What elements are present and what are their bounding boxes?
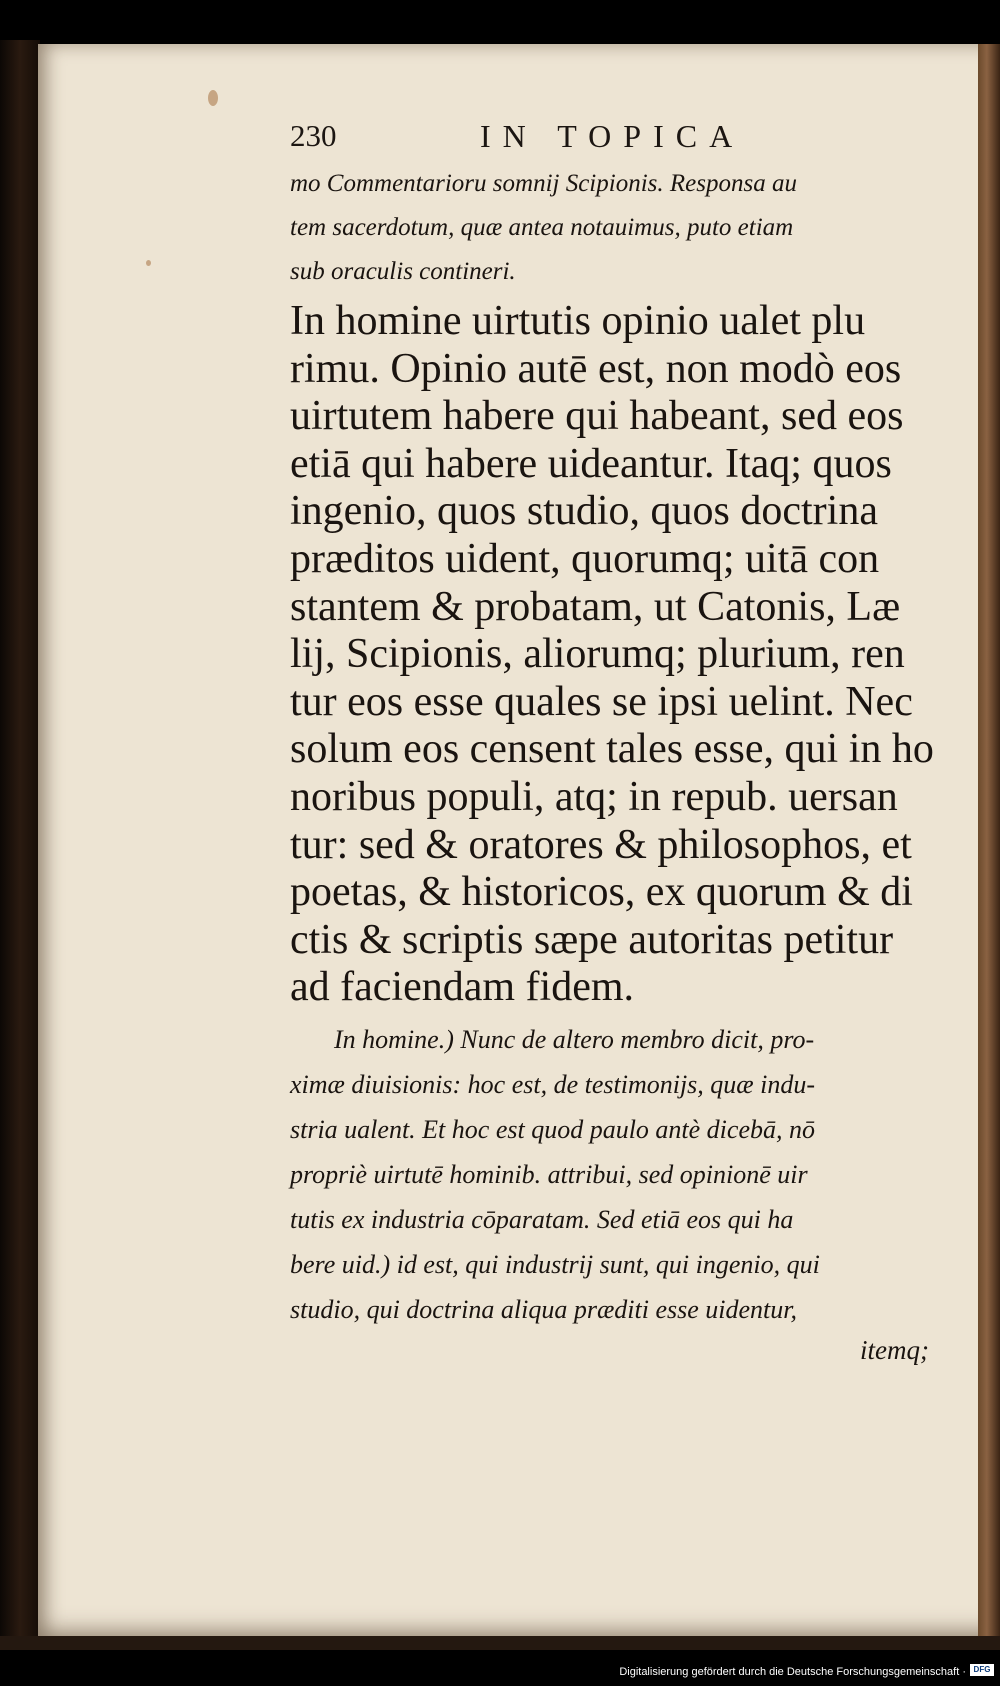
text-line: ctis & scriptis sæpe autoritas petitur bbox=[290, 916, 894, 963]
page-edge bbox=[978, 44, 1000, 1638]
commentary-line: bere uid.) id est, qui industrij sunt, qui ingenio, qui bbox=[290, 1250, 820, 1279]
commentary-line: ximæ diuisionis: hoc est, de testimonijs, quæ indu- bbox=[290, 1070, 816, 1099]
commentary-line: In homine.) Nunc de altero membro dicit, pro- bbox=[334, 1025, 815, 1054]
text-line: ad faciendam fidem. bbox=[290, 964, 634, 1011]
book-bottom-edge bbox=[0, 1636, 1000, 1650]
page-header bbox=[290, 118, 760, 158]
main-text bbox=[290, 298, 940, 1012]
note-line: sub oraculis contineri. bbox=[290, 258, 516, 285]
note-line: mo Commentarioru somnij Scipionis. Responsa au bbox=[290, 170, 797, 197]
dfg-logo: DFG bbox=[970, 1664, 994, 1676]
commentary-line: studio, qui doctrina aliqua præditi esse uidentur, bbox=[290, 1295, 798, 1324]
commentary-line: tutis ex industria cōparatam. Sed etiā eos qui ha bbox=[290, 1205, 794, 1234]
text-line: præditos uident, quorumq; uitā con bbox=[290, 535, 880, 582]
commentary-line: stria ualent. Et hoc est quod paulo antè dicebā, nō bbox=[290, 1115, 815, 1144]
text-line: lij, Scipionis, aliorumq; plurium, ren bbox=[290, 631, 905, 678]
text-line: etiā qui habere uideantur. Itaq; quos bbox=[290, 440, 892, 487]
footer bbox=[0, 1658, 1000, 1686]
text-line: poetas, & historicos, ex quorum & di bbox=[290, 869, 913, 916]
commentary-note-top bbox=[290, 162, 940, 294]
text-line: uirtutem habere qui habeant, sed eos bbox=[290, 393, 904, 440]
text-line: stantem & probatam, ut Catonis, Læ bbox=[290, 583, 901, 630]
book-spine bbox=[0, 40, 40, 1640]
catchword: itemq; bbox=[860, 1335, 929, 1365]
text-line: tur eos esse quales se ipsi uelint. Nec bbox=[290, 678, 913, 725]
commentary-line: propriè uirtutē hominib. attribui, sed opinionē uir bbox=[290, 1160, 808, 1189]
text-line: rimu. Opinio autē est, non modò eos bbox=[290, 345, 902, 392]
page-number: 230 bbox=[290, 118, 337, 153]
paper-stain bbox=[146, 260, 151, 266]
commentary bbox=[290, 1017, 940, 1332]
running-title: IN TOPICA bbox=[480, 118, 745, 154]
text-line: tur: sed & oratores & philosophos, et bbox=[290, 821, 912, 868]
text-line: solum eos censent tales esse, qui in ho bbox=[290, 726, 934, 773]
funding-credit: Digitalisierung gefördert durch die Deutsche Forschungsgemeinschaft · bbox=[619, 1666, 966, 1678]
paper-stain bbox=[208, 90, 218, 106]
text-line: In homine uirtutis opinio ualet plu bbox=[290, 298, 866, 344]
text-line: ingenio, quos studio, quos doctrina bbox=[290, 488, 878, 535]
text-line: noribus populi, atq; in repub. uersan bbox=[290, 773, 898, 820]
note-line: tem sacerdotum, quæ antea notauimus, puto etiam bbox=[290, 214, 794, 241]
